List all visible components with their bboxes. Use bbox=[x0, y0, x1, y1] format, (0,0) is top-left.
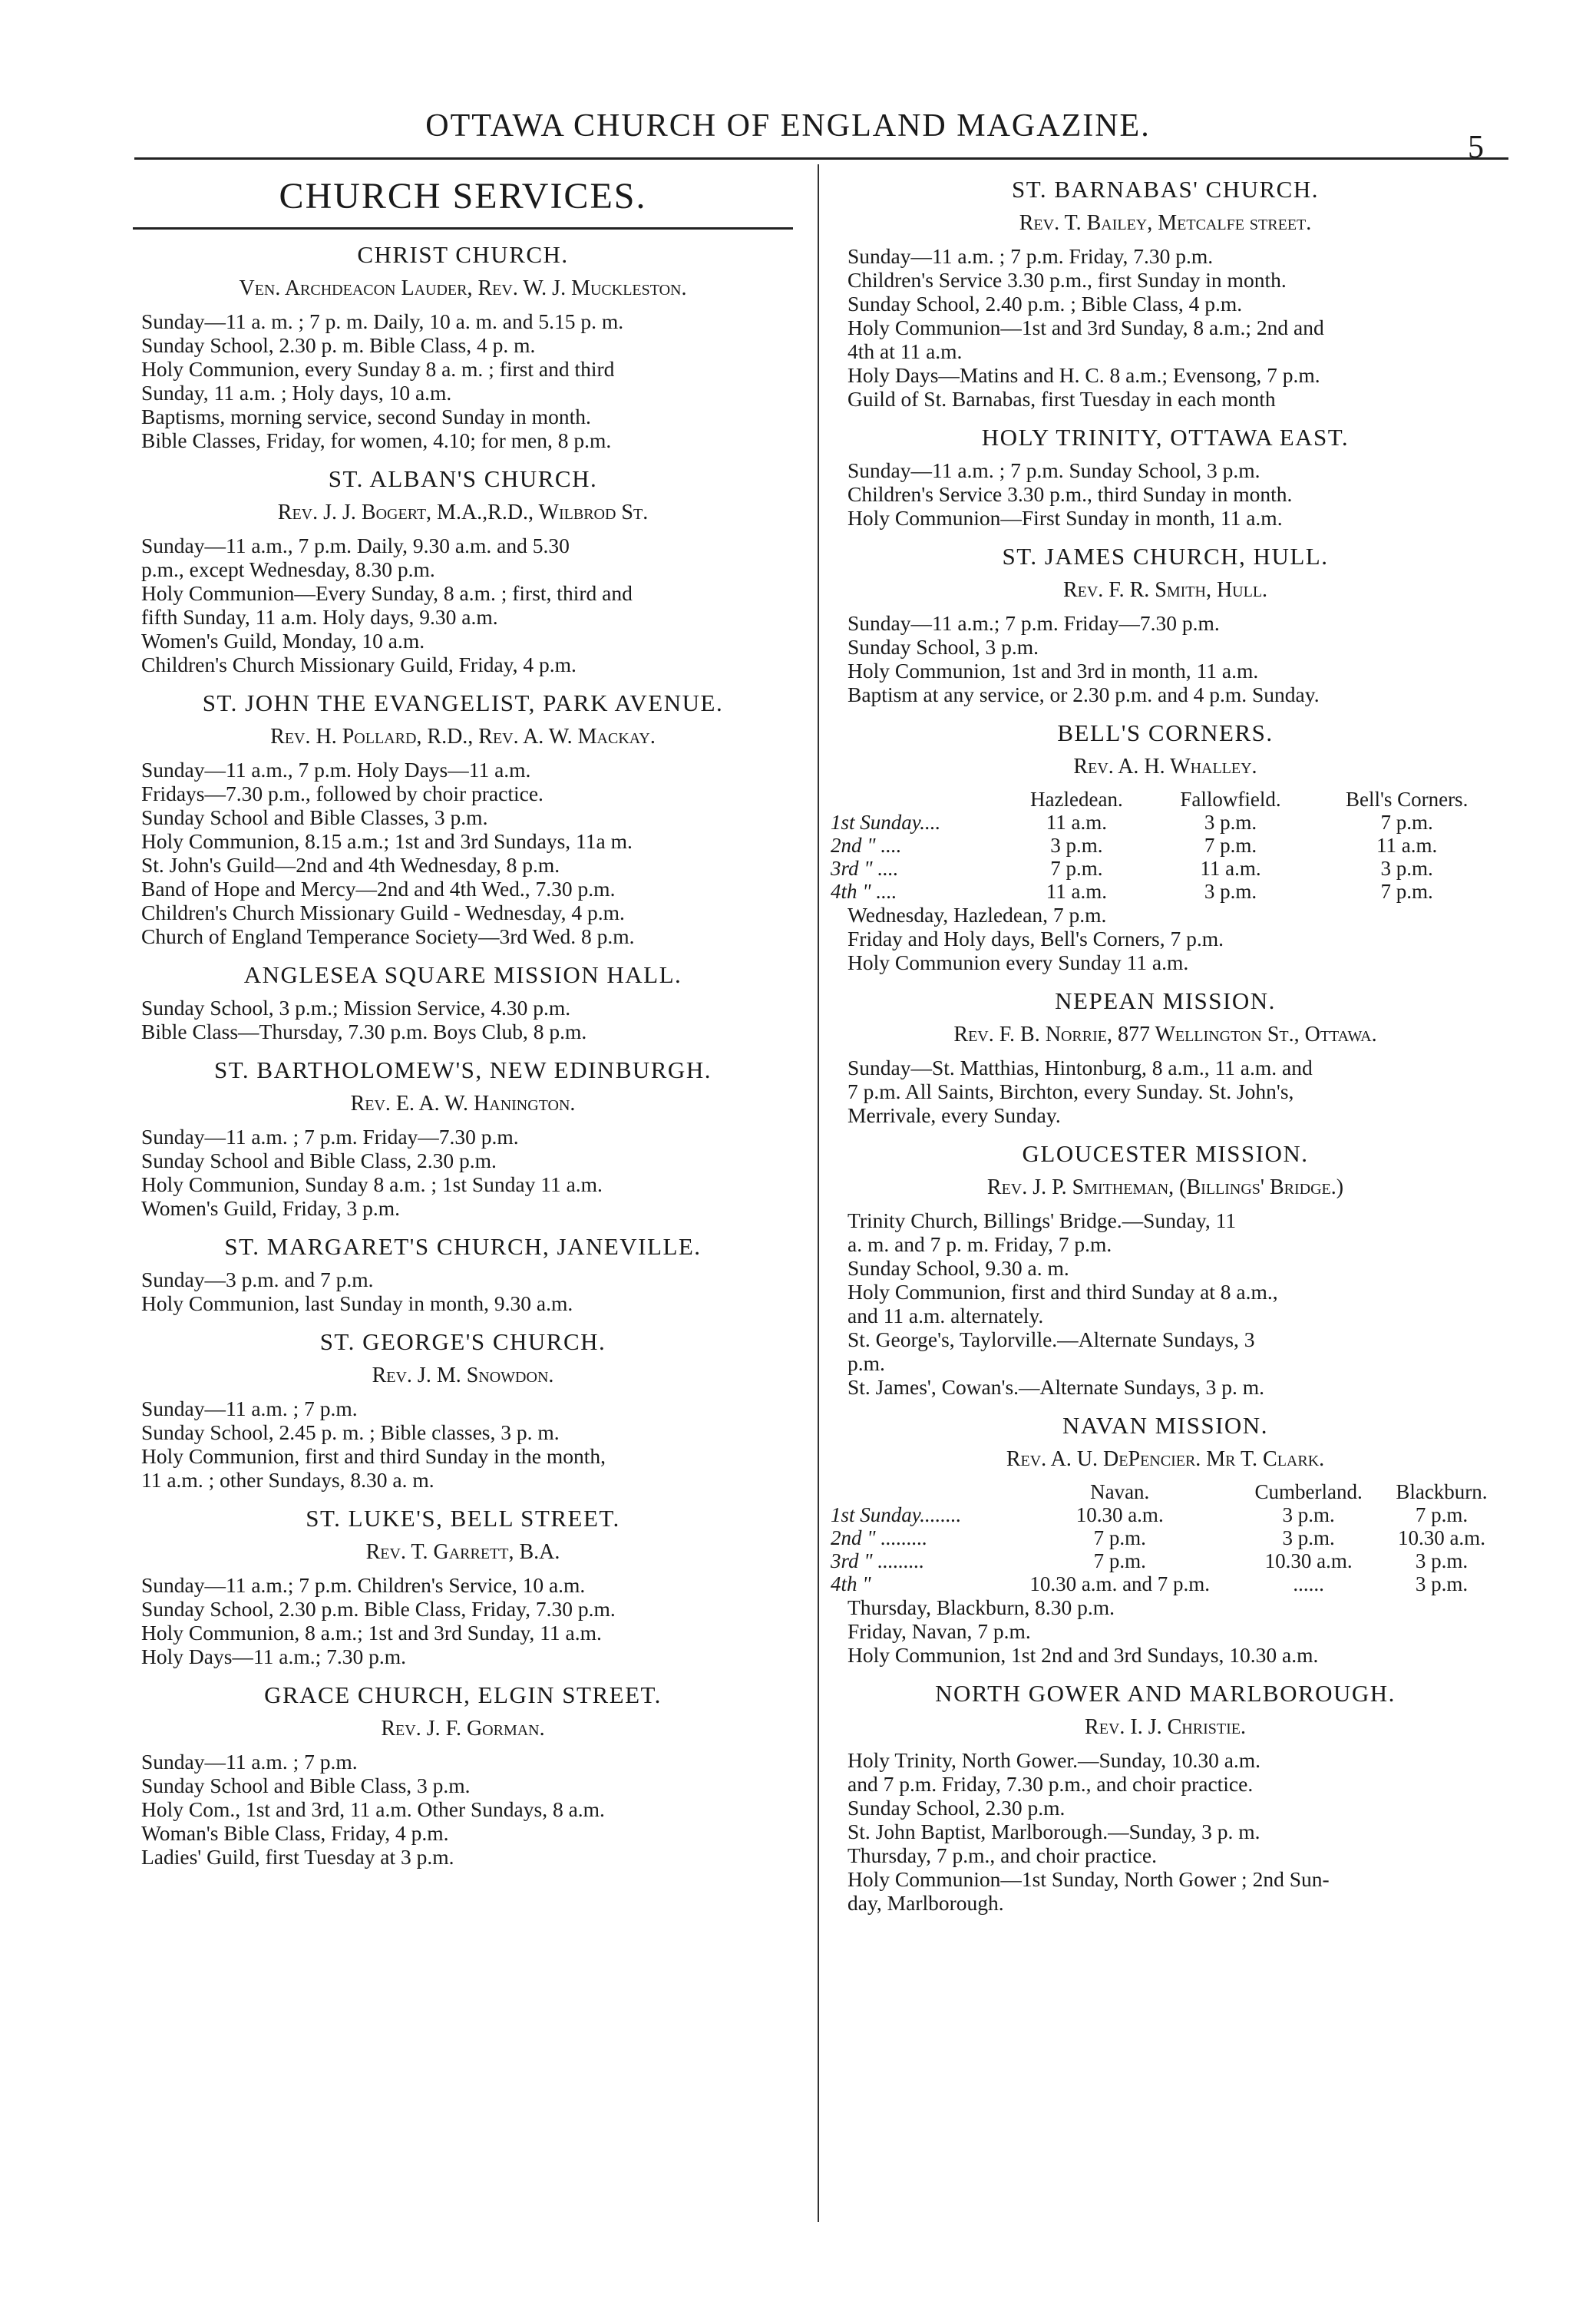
service-line: Children's Service 3.30 p.m., first Sunday in month. bbox=[847, 268, 1287, 292]
church-name: ST. GEORGE'S CHURCH. bbox=[319, 1328, 606, 1355]
service-line: Holy Communion, 1st and 3rd in month, 11 a.m. bbox=[847, 659, 1259, 683]
schedule-column-header: Blackburn. bbox=[1396, 1480, 1488, 1503]
service-line: Sunday—11 a.m. ; 7 p.m. Sunday School, 3 p.m. bbox=[847, 458, 1260, 482]
schedule-column-header: Navan. bbox=[1090, 1480, 1150, 1503]
service-line: Sunday—11 a. m. ; 7 p. m. Daily, 10 a. m. and 5.15 p. m. bbox=[141, 309, 624, 333]
schedule-cell: 3 p.m. bbox=[1415, 1572, 1469, 1595]
schedule-cell: 7 p.m. bbox=[1415, 1503, 1469, 1526]
clergy-line: Rev. F. R. Smith, Hull. bbox=[1062, 578, 1268, 602]
schedule-cell: 10.30 a.m. bbox=[1264, 1549, 1353, 1572]
schedule-cell: 10.30 a.m. bbox=[1397, 1526, 1485, 1549]
service-line: Friday and Holy days, Bell's Corners, 7 p.m. bbox=[847, 927, 1224, 950]
schedule-cell: 10.30 a.m. bbox=[1075, 1503, 1164, 1526]
schedule-cell: 11 a.m. bbox=[1376, 834, 1438, 857]
service-line: Women's Guild, Friday, 3 p.m. bbox=[141, 1196, 401, 1220]
schedule-cell: 3 p.m. bbox=[1050, 834, 1103, 857]
schedule-column-header: Hazledean. bbox=[1030, 788, 1123, 811]
service-line: Baptisms, morning service, second Sunday in month. bbox=[141, 405, 591, 428]
service-line: day, Marlborough. bbox=[847, 1891, 1004, 1915]
schedule-row bbox=[828, 880, 1503, 903]
service-line: Children's Church Missionary Guild, Friday, 4 p.m. bbox=[141, 653, 577, 676]
service-line: Sunday School and Bible Class, 3 p.m. bbox=[141, 1774, 471, 1797]
schedule-cell: 7 p.m. bbox=[1050, 857, 1103, 880]
schedule-cell: 11 a.m. bbox=[1200, 857, 1261, 880]
service-line: p.m., except Wednesday, 8.30 p.m. bbox=[141, 557, 435, 581]
church-name: ST. JAMES CHURCH, HULL. bbox=[1002, 543, 1329, 570]
service-line: Baptism at any service, or 2.30 p.m. and 4 p.m. Sunday. bbox=[847, 683, 1320, 706]
clergy-line: Rev. H. Pollard, R.D., Rev. A. W. Mackay. bbox=[270, 725, 656, 749]
schedule-row-label: 1st Sunday........ bbox=[831, 1503, 962, 1526]
service-line: 7 p.m. All Saints, Birchton, every Sunday. St. John's, bbox=[847, 1079, 1294, 1103]
column-divider bbox=[818, 164, 819, 2222]
right-column bbox=[828, 175, 1503, 1927]
service-line: Thursday, Blackburn, 8.30 p.m. bbox=[847, 1595, 1115, 1619]
service-line: Sunday—11 a.m.; 7 p.m. Children's Service, 10 a.m. bbox=[141, 1573, 586, 1597]
church-name: BELL'S CORNERS. bbox=[1057, 719, 1274, 746]
church-name: ST. MARGARET'S CHURCH, JANEVILLE. bbox=[224, 1233, 702, 1260]
schedule-cell: 11 a.m. bbox=[1046, 880, 1107, 903]
church-name: ST. LUKE'S, BELL STREET. bbox=[306, 1505, 620, 1532]
schedule-column-header: Fallowfield. bbox=[1180, 788, 1281, 811]
service-line: Friday, Navan, 7 p.m. bbox=[847, 1619, 1031, 1643]
clergy-line: Rev. J. F. Gorman. bbox=[381, 1717, 545, 1741]
service-line: St. John's Guild—2nd and 4th Wednesday, 8 p.m. bbox=[141, 853, 560, 877]
service-line: Sunday School, 9.30 a. m. bbox=[847, 1256, 1069, 1280]
church-entry bbox=[121, 960, 805, 1043]
service-line: Holy Communion—1st Sunday, North Gower ; 2nd Sun- bbox=[847, 1867, 1330, 1891]
schedule-cell: ...... bbox=[1293, 1572, 1324, 1595]
service-line: Holy Communion, Sunday 8 a.m. ; 1st Sunday 11 a.m. bbox=[141, 1172, 603, 1196]
schedule-cell: 7 p.m. bbox=[1093, 1526, 1146, 1549]
service-line: Sunday School and Bible Classes, 3 p.m. bbox=[141, 805, 488, 829]
service-line: Holy Communion—Every Sunday, 8 a.m. ; first, third and bbox=[141, 581, 633, 605]
header-rule bbox=[134, 157, 1508, 160]
church-entry bbox=[121, 1232, 805, 1315]
church-entry bbox=[828, 542, 1503, 706]
schedule-cell: 3 p.m. bbox=[1282, 1503, 1335, 1526]
left-column bbox=[121, 175, 805, 1881]
schedule-cell: 7 p.m. bbox=[1204, 834, 1257, 857]
clergy-line: Rev. A. H. Whalley. bbox=[1073, 755, 1257, 779]
schedule-cell: 7 p.m. bbox=[1093, 1549, 1146, 1572]
service-line: Sunday—11 a.m., 7 p.m. Holy Days—11 a.m. bbox=[141, 758, 531, 782]
clergy-line: Rev. A. U. DePencier. Mr T. Clark. bbox=[1006, 1447, 1325, 1471]
church-entry bbox=[121, 1327, 805, 1492]
service-line: Ladies' Guild, first Tuesday at 3 p.m. bbox=[141, 1845, 454, 1869]
page-number: 5 bbox=[1468, 130, 1484, 165]
schedule-column-header: Bell's Corners. bbox=[1345, 788, 1469, 811]
service-line: and 11 a.m. alternately. bbox=[847, 1304, 1044, 1327]
schedule-row bbox=[828, 1549, 1503, 1572]
clergy-line: Rev. T. Garrett, B.A. bbox=[365, 1540, 560, 1564]
church-name: NEPEAN MISSION. bbox=[1055, 987, 1276, 1014]
schedule-cell: 3 p.m. bbox=[1282, 1526, 1335, 1549]
service-line: Holy Com., 1st and 3rd, 11 a.m. Other Sundays, 8 a.m. bbox=[141, 1797, 605, 1821]
church-list-right bbox=[828, 175, 1503, 1915]
schedule-row-label: 3rd " .... bbox=[831, 857, 899, 880]
church-entry bbox=[121, 1681, 805, 1869]
service-line: Sunday School, 2.30 p.m. bbox=[847, 1796, 1066, 1820]
service-line: Sunday School, 2.40 p.m. ; Bible Class, 4 p.m. bbox=[847, 292, 1243, 316]
service-line: Sunday School, 2.30 p. m. Bible Class, 4 p. m. bbox=[141, 333, 536, 357]
service-line: Wednesday, Hazledean, 7 p.m. bbox=[847, 903, 1107, 927]
schedule-cell: 7 p.m. bbox=[1380, 811, 1433, 834]
church-name: ST. BARNABAS' CHURCH. bbox=[1012, 176, 1319, 203]
schedule-column-header: Cumberland. bbox=[1254, 1480, 1363, 1503]
clergy-line: Rev. E. A. W. Hanington. bbox=[350, 1092, 576, 1116]
schedule-row bbox=[828, 857, 1503, 880]
schedule-row bbox=[828, 1526, 1503, 1549]
schedule-corner bbox=[828, 1480, 1003, 1503]
service-line: Trinity Church, Billings' Bridge.—Sunday, 11 bbox=[847, 1208, 1237, 1232]
schedule-row-label: 2nd " .... bbox=[831, 834, 902, 857]
service-line: Holy Communion, first and third Sunday in the month, bbox=[141, 1444, 606, 1468]
service-line: Sunday—3 p.m. and 7 p.m. bbox=[141, 1268, 374, 1291]
service-schedule-table bbox=[828, 788, 1503, 903]
schedule-row bbox=[828, 834, 1503, 857]
church-name: ST. BARTHOLOMEW'S, NEW EDINBURGH. bbox=[214, 1056, 712, 1083]
service-line: Sunday, 11 a.m. ; Holy days, 10 a.m. bbox=[141, 381, 452, 405]
service-line: Holy Days—Matins and H. C. 8 a.m.; Evensong, 7 p.m. bbox=[847, 363, 1320, 387]
church-entry bbox=[121, 240, 805, 452]
service-line: Sunday School, 3 p.m. bbox=[847, 635, 1039, 659]
schedule-row-label: 4th " bbox=[831, 1572, 871, 1595]
schedule-row bbox=[828, 1503, 1503, 1526]
service-line: Woman's Bible Class, Friday, 4 p.m. bbox=[141, 1821, 449, 1845]
service-line: Sunday School, 3 p.m.; Mission Service, 4.30 p.m. bbox=[141, 996, 571, 1020]
schedule-row bbox=[828, 811, 1503, 834]
service-line: Children's Service 3.30 p.m., third Sunday in month. bbox=[847, 482, 1293, 506]
schedule-cell: 3 p.m. bbox=[1380, 857, 1433, 880]
church-entry bbox=[828, 1139, 1503, 1399]
section-title: CHURCH SERVICES. bbox=[279, 176, 647, 217]
schedule-cell: 11 a.m. bbox=[1046, 811, 1107, 834]
service-line: and 7 p.m. Friday, 7.30 p.m., and choir practice. bbox=[847, 1772, 1254, 1796]
church-name: ST. JOHN THE EVANGELIST, PARK AVENUE. bbox=[202, 689, 724, 716]
church-name: GRACE CHURCH, ELGIN STREET. bbox=[264, 1681, 662, 1708]
service-line: Band of Hope and Mercy—2nd and 4th Wed., 7.30 p.m. bbox=[141, 877, 616, 901]
church-name: NORTH GOWER AND MARLBOROUGH. bbox=[935, 1680, 1396, 1707]
service-line: Bible Classes, Friday, for women, 4.10; for men, 8 p.m. bbox=[141, 428, 612, 452]
clergy-line: Rev. J. J. Bogert, M.A.,R.D., Wilbrod St. bbox=[277, 501, 649, 524]
schedule-row bbox=[828, 1572, 1503, 1595]
church-name: HOLY TRINITY, OTTAWA EAST. bbox=[981, 424, 1350, 451]
service-line: Sunday—11 a.m., 7 p.m. Daily, 9.30 a.m. and 5.30 bbox=[141, 534, 570, 557]
clergy-line: Ven. Archdeacon Lauder, Rev. W. J. Muckleston. bbox=[239, 276, 687, 300]
service-line: Sunday School, 2.30 p.m. Bible Class, Friday, 7.30 p.m. bbox=[141, 1597, 616, 1621]
service-line: Holy Communion—First Sunday in month, 11 a.m. bbox=[847, 506, 1283, 530]
service-line: Holy Communion, every Sunday 8 a. m. ; first and third bbox=[141, 357, 615, 381]
church-entry bbox=[121, 1056, 805, 1220]
service-line: Women's Guild, Monday, 10 a.m. bbox=[141, 629, 425, 653]
service-line: Sunday—11 a.m. ; 7 p.m. bbox=[141, 1750, 358, 1774]
service-line: Sunday—11 a.m. ; 7 p.m. Friday, 7.30 p.m. bbox=[847, 244, 1214, 268]
service-line: Fridays—7.30 p.m., followed by choir practice. bbox=[141, 782, 544, 805]
service-line: Bible Class—Thursday, 7.30 p.m. Boys Club, 8 p.m. bbox=[141, 1020, 587, 1043]
service-line: St. James', Cowan's.—Alternate Sundays, 3 p. m. bbox=[847, 1375, 1265, 1399]
church-name: ANGLESEA SQUARE MISSION HALL. bbox=[243, 961, 682, 988]
service-line: Thursday, 7 p.m., and choir practice. bbox=[847, 1843, 1157, 1867]
service-line: Holy Communion, 1st 2nd and 3rd Sundays, 10.30 a.m. bbox=[847, 1643, 1319, 1667]
clergy-line: Rev. J. P. Smitheman, (Billings' Bridge.) bbox=[986, 1175, 1344, 1199]
church-list-left bbox=[121, 240, 805, 1869]
service-line: Holy Communion—1st and 3rd Sunday, 8 a.m.; 2nd and bbox=[847, 316, 1324, 339]
church-entry bbox=[828, 423, 1503, 530]
service-line: Holy Communion, first and third Sunday at 8 a.m., bbox=[847, 1280, 1278, 1304]
service-line: St. George's, Taylorville.—Alternate Sundays, 3 bbox=[847, 1327, 1255, 1351]
schedule-cell: 3 p.m. bbox=[1415, 1549, 1469, 1572]
church-entry bbox=[828, 175, 1503, 411]
schedule-row-label: 3rd " ......... bbox=[831, 1549, 925, 1572]
service-line: Holy Days—11 a.m.; 7.30 p.m. bbox=[141, 1645, 406, 1668]
service-line: Sunday—11 a.m. ; 7 p.m. Friday—7.30 p.m. bbox=[141, 1125, 519, 1149]
service-line: Sunday—11 a.m.; 7 p.m. Friday—7.30 p.m. bbox=[847, 611, 1220, 635]
clergy-line: Rev. T. Bailey, Metcalfe street. bbox=[1019, 211, 1312, 235]
service-line: Children's Church Missionary Guild - Wednesday, 4 p.m. bbox=[141, 901, 625, 924]
service-line: St. John Baptist, Marlborough.—Sunday, 3 p. m. bbox=[847, 1820, 1260, 1843]
schedule-cell: 3 p.m. bbox=[1204, 880, 1257, 903]
schedule-row-label: 4th " .... bbox=[831, 880, 897, 903]
schedule-cell: 10.30 a.m. and 7 p.m. bbox=[1029, 1572, 1211, 1595]
service-line: Merrivale, every Sunday. bbox=[847, 1103, 1061, 1127]
church-entry bbox=[121, 1504, 805, 1668]
church-name: NAVAN MISSION. bbox=[1062, 1412, 1268, 1439]
service-line: Sunday—11 a.m. ; 7 p.m. bbox=[141, 1397, 358, 1420]
church-entry bbox=[828, 1411, 1503, 1667]
service-line: Holy Communion, 8 a.m.; 1st and 3rd Sunday, 11 a.m. bbox=[141, 1621, 602, 1645]
running-head: OTTAWA CHURCH OF ENGLAND MAGAZINE. bbox=[425, 108, 1151, 144]
service-line: Sunday School and Bible Class, 2.30 p.m. bbox=[141, 1149, 497, 1172]
church-entry bbox=[828, 719, 1503, 974]
clergy-line: Rev. I. J. Christie. bbox=[1085, 1715, 1246, 1739]
schedule-row-label: 2nd " ......... bbox=[831, 1526, 928, 1549]
church-entry bbox=[828, 987, 1503, 1127]
service-line: Church of England Temperance Society—3rd Wed. 8 p.m. bbox=[141, 924, 635, 948]
schedule-cell: 3 p.m. bbox=[1204, 811, 1257, 834]
service-line: p.m. bbox=[847, 1351, 885, 1375]
service-line: a. m. and 7 p. m. Friday, 7 p.m. bbox=[847, 1232, 1112, 1256]
section-title-rule bbox=[133, 227, 793, 230]
service-line: Sunday—St. Matthias, Hintonburg, 8 a.m., 11 a.m. and bbox=[847, 1056, 1313, 1079]
service-line: Guild of St. Barnabas, first Tuesday in each month bbox=[847, 387, 1276, 411]
service-line: 11 a.m. ; other Sundays, 8.30 a. m. bbox=[141, 1468, 434, 1492]
schedule-row-label: 1st Sunday.... bbox=[831, 811, 941, 834]
service-line: fifth Sunday, 11 a.m. Holy days, 9.30 a.m. bbox=[141, 605, 498, 629]
service-line: Holy Communion every Sunday 11 a.m. bbox=[847, 950, 1189, 974]
service-schedule-table bbox=[828, 1480, 1503, 1595]
church-entry bbox=[121, 464, 805, 676]
church-name: GLOUCESTER MISSION. bbox=[1022, 1140, 1309, 1167]
service-line: Sunday School, 2.45 p. m. ; Bible classes, 3 p. m. bbox=[141, 1420, 560, 1444]
church-name: ST. ALBAN'S CHURCH. bbox=[328, 465, 598, 492]
clergy-line: Rev. F. B. Norrie, 877 Wellington St., Ottawa. bbox=[953, 1023, 1377, 1046]
service-line: Holy Trinity, North Gower.—Sunday, 10.30 a.m. bbox=[847, 1748, 1261, 1772]
church-name: CHRIST CHURCH. bbox=[357, 241, 569, 268]
church-entry bbox=[121, 689, 805, 948]
service-line: Holy Communion, 8.15 a.m.; 1st and 3rd Sundays, 11a m. bbox=[141, 829, 633, 853]
service-line: Holy Communion, last Sunday in month, 9.30 a.m. bbox=[141, 1291, 573, 1315]
schedule-cell: 7 p.m. bbox=[1380, 880, 1433, 903]
service-line: 4th at 11 a.m. bbox=[847, 339, 963, 363]
schedule-corner bbox=[828, 788, 1003, 811]
clergy-line: Rev. J. M. Snowdon. bbox=[372, 1364, 554, 1387]
church-entry bbox=[828, 1679, 1503, 1915]
